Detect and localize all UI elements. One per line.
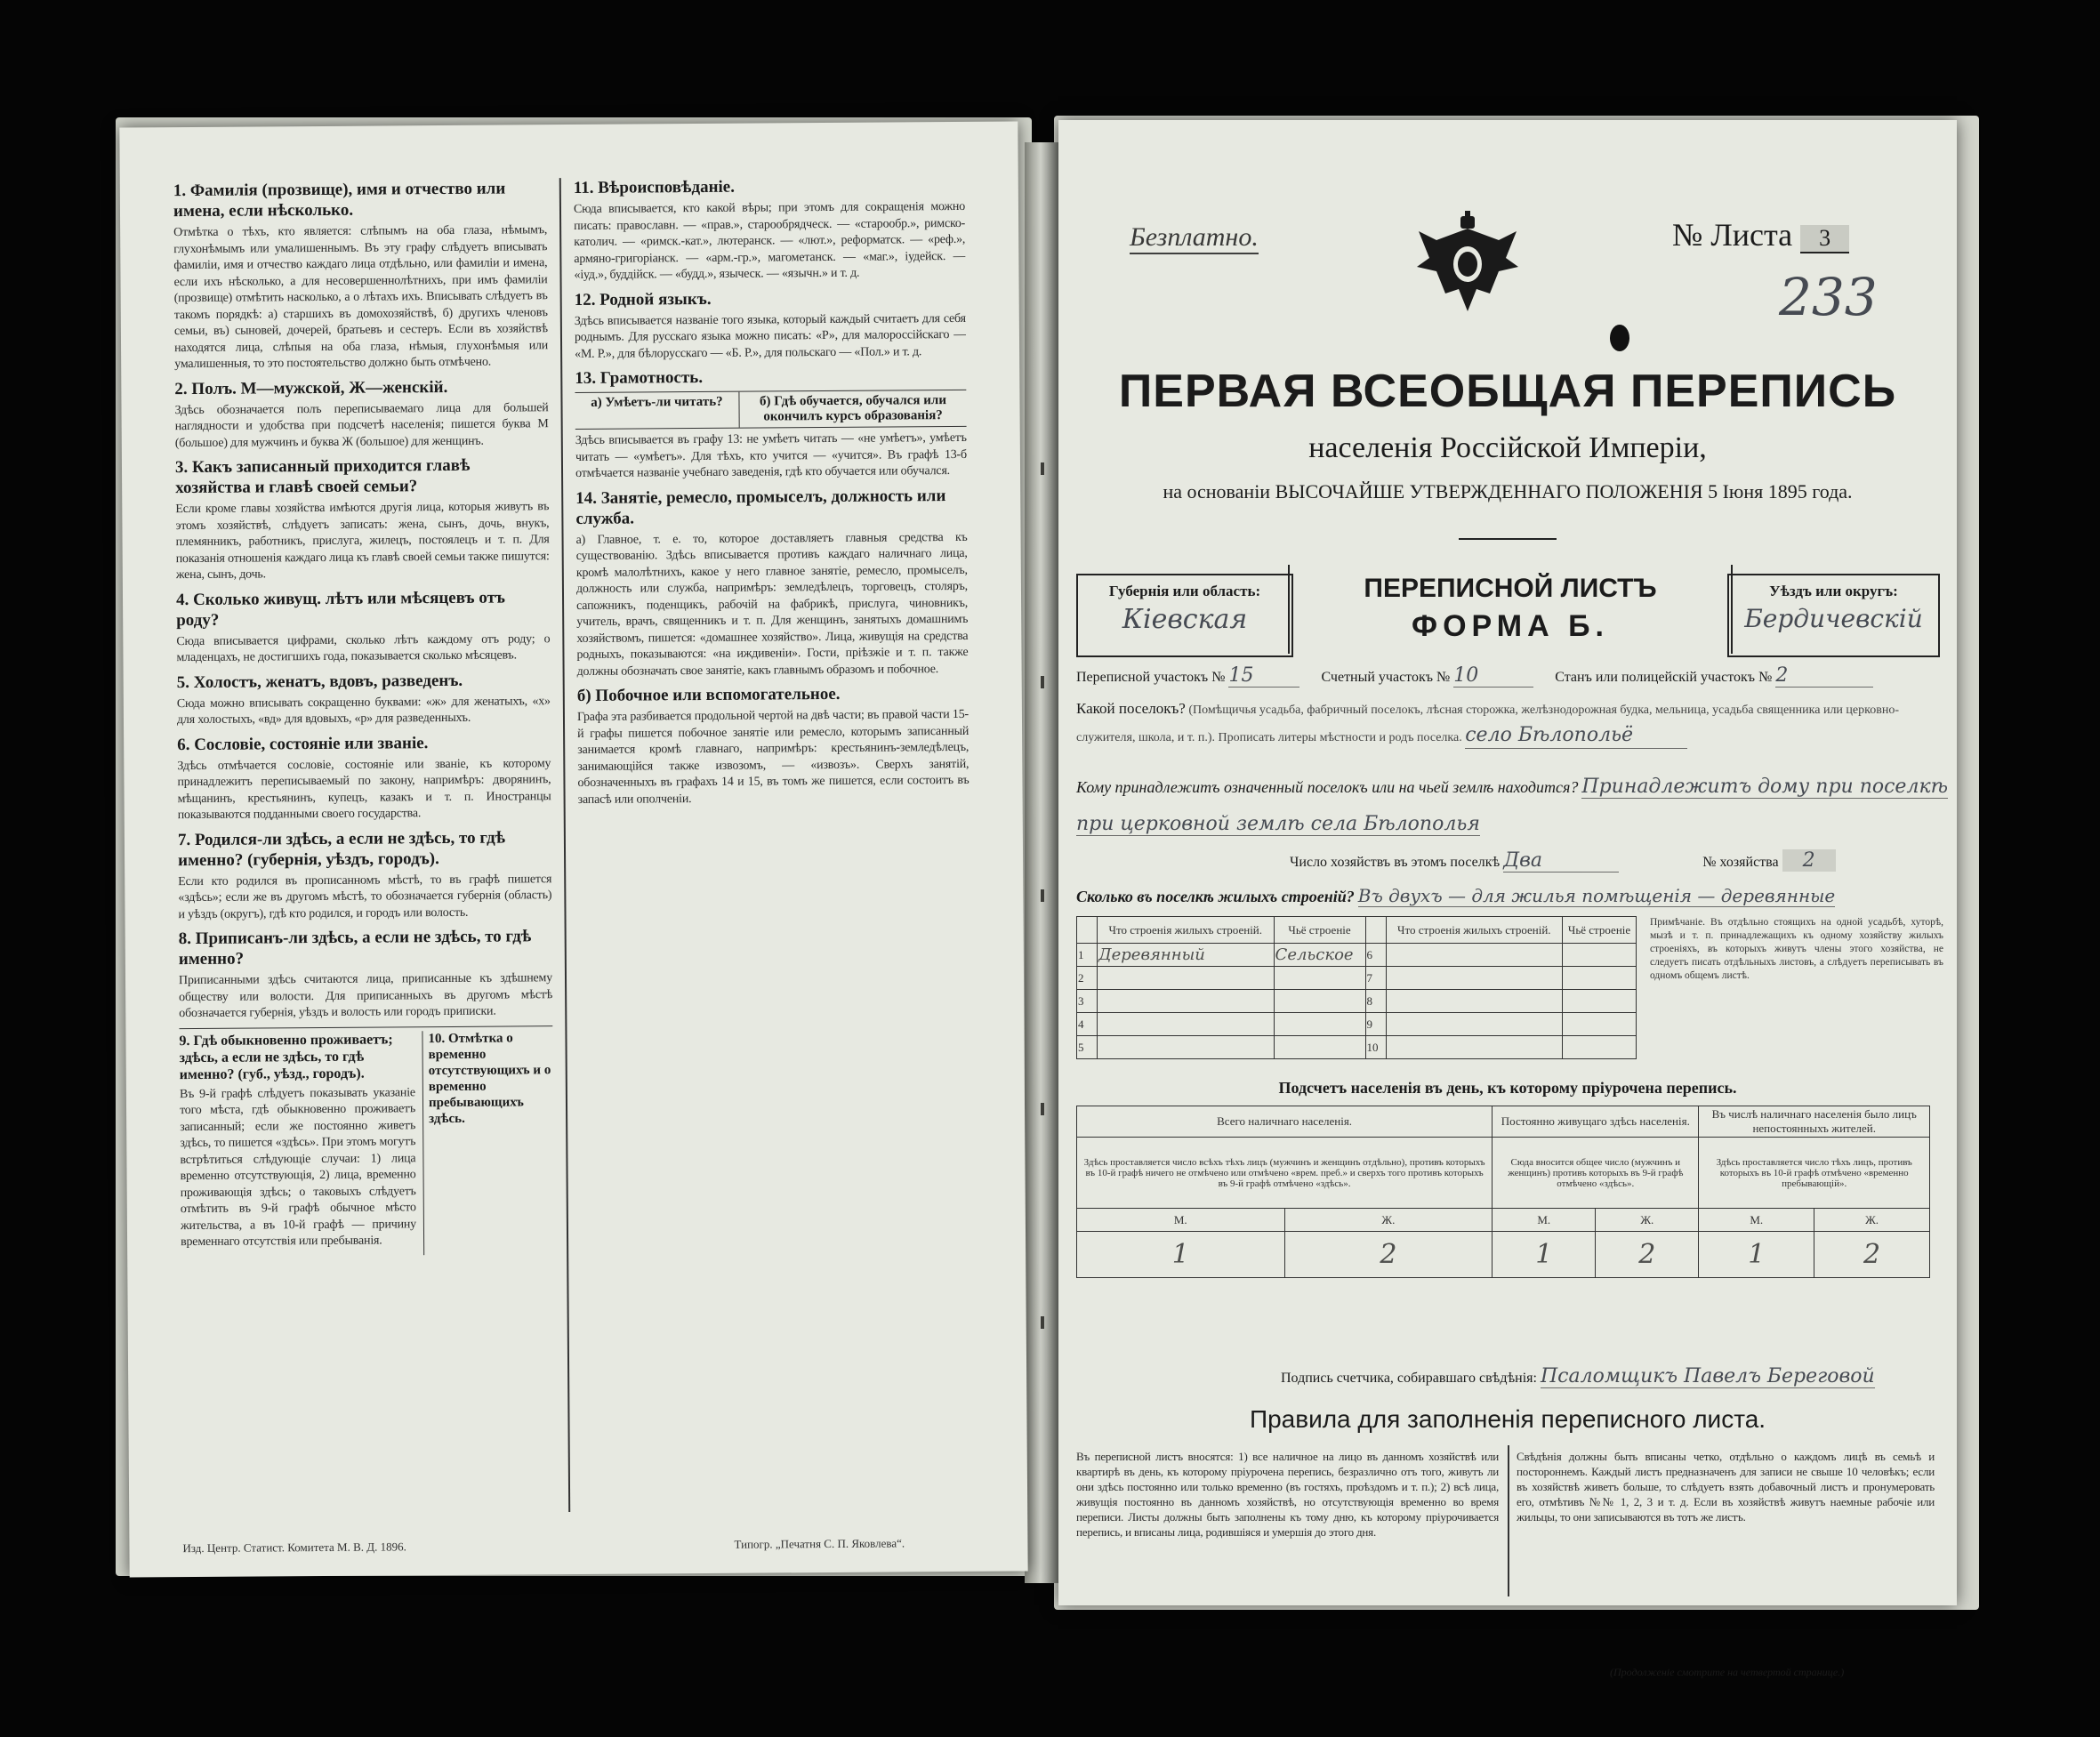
buildings-note: Примѣчаніе. Въ отдѣльно стоящихъ на одной усадьбѣ, хуторѣ, мызѣ и т. п. принадлежащихъ къ одному хозяйству жилыхъ строеніяхъ, въ которыхъ живутъ члены этого хозяйства, не следуетъ писать отдѣльныхъ листовъ, а слѣдуетъ переписывать въ одномъ общемъ листѣ. [1650, 917, 1943, 981]
count-desc-temporary: Здѣсь проставляется число тѣхъ лицъ, противъ которыхъ въ 10-й графѣ отмѣчено «временно пребывающій». [1699, 1138, 1930, 1209]
instruction-heading: 12. Родной языкъ. [574, 289, 712, 310]
left-column-2 [574, 175, 975, 1530]
census-subtitle: населенія Россійской Имперіи, [1308, 431, 1707, 464]
row1-whose: Сельское [1274, 944, 1365, 967]
count-header-total: Всего наличнаго населенія. [1077, 1106, 1493, 1138]
instruction-heading: 1. Фамилія (прозвище), имя и отчество или имена, если нѣсколько. [173, 179, 506, 221]
row-num: 3 [1077, 990, 1098, 1013]
instruction-text: Сюда вписывается цифрами, сколько лѣтъ каждому отъ роду; о младенцахъ, не достигшихъ года, показывается сколько мѣсяцевъ. [176, 631, 551, 665]
instruction-list-2 [574, 175, 970, 808]
row-num: 10 [1365, 1036, 1386, 1059]
row-num: 7 [1365, 967, 1386, 990]
count-value: 2 [1596, 1232, 1699, 1278]
sheet-number-handwritten: 233 [1779, 267, 1878, 327]
rules-footer: (Продолженіе смотрите на четвертой странице.) [1610, 1666, 1845, 1678]
sex-label: Ж. [1814, 1209, 1930, 1232]
left-column-divider [559, 178, 570, 1512]
sex-label: Ж. [1596, 1209, 1699, 1232]
row-num: 4 [1077, 1013, 1098, 1036]
buildings-label: Сколько въ поселкѣ жилыхъ строеній? [1076, 888, 1355, 905]
imperial-eagle-emblem [1410, 209, 1525, 325]
form-title-box [1288, 565, 1733, 654]
row-num: 2 [1077, 967, 1098, 990]
binding-stitch [1041, 1316, 1044, 1329]
row-num: 6 [1365, 944, 1386, 967]
instruction-section [575, 366, 967, 483]
settlement-label: Какой поселокъ? [1076, 700, 1186, 717]
col-whose-1: Чьё строеніе [1274, 917, 1365, 944]
right-page [1058, 120, 1957, 1678]
counter-line [1281, 1365, 1957, 1387]
instruction-section [575, 286, 967, 363]
binding-stitch [1041, 676, 1044, 688]
instruction-text: Графа эта разбивается продольной чертой на двѣ части; въ правой части 15-й графы пишется побочное занятіе или ремесло, которымъ записанный занимается кромѣ главнаго, напримѣръ: крестьянинъ-земледѣлецъ, занимающійся также извозомъ, — «извозъ». Сверхъ занятій, обозначенныхъ въ графахъ 14 и 15, въ томъ же пишется, если состоитъ въ запасѣ или ополченіи. [576, 707, 970, 807]
count-header-temporary: Въ числѣ наличнаго населенія было лицъ непостоянныхъ жителей. [1699, 1106, 1930, 1138]
row-num: 8 [1365, 990, 1386, 1013]
gubernia-value: Кіевская [1122, 604, 1248, 635]
left-footer-2: Типогр. „Печатня С. П. Яковлева“. [734, 1536, 905, 1551]
household-number-label: № хозяйства [1702, 855, 1779, 870]
q9-heading: 9. Гдѣ обыкновенно проживаетъ; здѣсь, а если не здѣсь, то гдѣ именно? (губ., уѣзд., городъ). [179, 1031, 393, 1082]
instruction-list [173, 178, 553, 1022]
census-basis: на основаніи ВЫСОЧАЙШЕ УТВЕРЖДЕННАГО ПОЛОЖЕНІЯ 5 Іюня 1895 года. [1163, 480, 1853, 503]
instruction-heading: 11. Вѣроисповѣданіе. [573, 177, 736, 197]
book-gutter [1025, 142, 1060, 1583]
q9-q10-block [179, 1025, 554, 1257]
instruction-heading: 5. Холостъ, женатъ, вдовъ, разведенъ. [176, 671, 463, 692]
q10-block [422, 1030, 554, 1255]
instruction-heading: 13. Грамотность. [575, 367, 704, 388]
settlement-block [1076, 696, 1948, 751]
sheet-number-block [1672, 216, 1849, 253]
count-value: 2 [1284, 1232, 1493, 1278]
count-district-value: 10 [1453, 664, 1533, 688]
literacy-read-heading: а) Умѣетъ-ли читать? [575, 392, 739, 429]
q10-heading: 10. Отмѣтка о временно отсутствующихъ и о временно пребывающихъ здѣсь. [428, 1030, 551, 1126]
owner-value: Принадлежитъ дому при поселкѣ при церковной землѣ села Бѣлополья [1076, 776, 1949, 835]
owner-label: Кому принадлежитъ означенный поселокъ или на чьей землѣ находится? [1076, 778, 1579, 796]
instruction-section [179, 926, 553, 1022]
instruction-text: Если кроме главы хозяйства имѣются другія лица, которыя живутъ въ этомъ хозяйствѣ, слѣдуетъ записать: жена, сынъ, дочь, внукъ, племянникъ, работникъ, прислуга, жилецъ, постоялецъ и т. п. Для показанія отношенія каждаго лица къ главѣ своей семьи также пишутся: жена, сынъ, дочь. [175, 500, 550, 583]
instruction-heading: 3. Какъ записанный приходится главѣ хозяйства и главѣ своей семьи? [174, 455, 471, 498]
rules-right-text: Свѣдѣнія должны быть вписаны четко, отдѣльно о каждомъ лицѣ въ семьѣ и постороннемъ. Каждый листъ предназначенъ для записи не свыше 10 человѣкъ; если въ хозяйствѣ живетъ больше, то слѣдуетъ взять добавочный листъ и пронумеровать его, отмѣтивъ №№ 1, 2, 3 и т. д. Если въ хозяйствѣ живутъ наемные рабочіе или жильцы, то они записываются въ тотъ же листъ. [1517, 1450, 1935, 1524]
buildings-table [1076, 916, 1637, 1059]
left-column-1 [173, 178, 557, 1532]
sex-label: Ж. [1284, 1209, 1493, 1232]
instruction-text: Приписанными здѣсь считаются лица, приписанные къ здѣшнему обществу или волости. Для приписанныхъ въ другомъ мѣстѣ обозначается губернія, уѣздъ и волость или городъ приписки. [178, 971, 553, 1021]
instruction-heading: 4. Сколько живущ. лѣтъ или мѣсяцевъ отъ роду? [175, 588, 506, 630]
rules-divider [1508, 1445, 1509, 1596]
count-district-label: Счетный участокъ № [1321, 670, 1451, 685]
instruction-section [177, 732, 551, 824]
instruction-heading: 14. Занятіе, ремесло, промыселъ, должность или служба. [575, 486, 946, 528]
police-district-value: 2 [1775, 664, 1873, 688]
row-num: 1 [1077, 944, 1098, 967]
literacy-text: Здѣсь вписывается въ графу 13: не умѣетъ читать — «не умѣетъ», умѣетъ читать — «умѣетъ». Для тѣхъ, кто учится — «учится». Въ графѣ 13-б отмѣчается названіе учебнаго заведенія, гдѣ кто обучается или обучался. [575, 430, 967, 480]
population-count-table [1076, 1106, 1930, 1278]
sex-label: М. [1077, 1209, 1285, 1232]
left-footer-1: Изд. Центр. Статист. Комитета М. В. Д. 1896. [182, 1540, 406, 1556]
row1-what: Деревянный [1098, 944, 1275, 967]
q9-text: Въ 9-й графѣ слѣдуетъ показывать указаніе того мѣста, гдѣ обыкновенно проживаетъ записанный; если же постоянно живетъ здѣсь, то пишется «здѣсь». При этомъ могутъ встрѣтиться слѣдующіе случаи: 1) лица временно отсутствующія, 2) лица, временно проживающія здѣсь; о таковыхъ слѣдуетъ отмѣтить въ 9-й графѣ обычное мѣсто жительства, а въ 10-й графѣ — причину временнаго отсутствія или пребыванія. [179, 1085, 416, 1250]
binding-stitch [1041, 889, 1044, 902]
count-value: 1 [1077, 1232, 1285, 1278]
instruction-section [173, 178, 549, 373]
gubernia-box [1076, 574, 1293, 657]
instruction-section [178, 827, 552, 923]
count-desc-permanent: Сюда вносится общее число (мужчинъ и женщинъ) противъ которыхъ въ 9-й графѣ отмѣчено «здѣсь». [1493, 1138, 1699, 1209]
census-title: ПЕРВАЯ ВСЕОБЩАЯ ПЕРЕПИСЬ [1118, 366, 1897, 417]
rules-title: Правила для заполненія переписного листа. [1249, 1405, 1766, 1433]
instruction-heading: 8. Приписанъ-ли здѣсь, а если не здѣсь, то гдѣ именно? [178, 927, 532, 969]
count-title: Подсчетъ населенія въ день, къ которому пріурочена перепись. [1278, 1079, 1737, 1097]
counter-signature: Псаломщикъ Павелъ Береговой [1540, 1365, 1875, 1387]
instruction-section [175, 454, 550, 583]
instruction-section [174, 376, 549, 452]
household-count-value: Два [1503, 849, 1619, 873]
instruction-section [177, 670, 551, 729]
instruction-text: а) Главное, т. е. то, которое доставляетъ главныя средства къ существованію. Здѣсь вписывается противъ каждаго наличнаго лица, кромѣ малолѣтнихъ, какое у него главное занятіе, ремесло, промыселъ, должность или служба, напримѣръ: земледѣлецъ, торговецъ, столяръ, сапожникъ, поденщикъ, рабочій на фабрикѣ, прислуга, чиновникъ, учитель, врачъ, священникъ и т. п. Для женщинъ, занятыхъ домашнимъ хозяйствомъ, пишется: «домашнее хозяйство». Лица, живущія на средства родныхъ, показываются: «на иждивеніи». Гости, пріѣзжіе и т. п. также должны обозначать свое занятіе, какъ главнымъ образомъ и побочное. [575, 530, 969, 679]
col-whose-2: Чьё строеніе [1563, 917, 1637, 944]
police-district-label: Станъ или полицейскій участокъ № [1555, 670, 1773, 685]
q9-block [179, 1031, 416, 1257]
binding-stitch [1041, 462, 1044, 475]
instruction-text: Сюда можно вписывать сокращенно буквами: «ж» для женатыхъ, «х» для холостыхъ, «вд» для вдовыхъ, «р» для разведенныхъ. [176, 694, 551, 728]
instruction-heading: 6. Сословіе, состояніе или званіе. [177, 733, 429, 754]
gubernia-label: Губернія или область: [1108, 583, 1261, 599]
form-title: ФОРМА Б. [1412, 609, 1609, 643]
sex-label: М. [1699, 1209, 1814, 1232]
binding-stitch [1041, 1103, 1044, 1115]
count-value: 1 [1699, 1232, 1814, 1278]
instruction-text: Сюда вписывается, кто какой вѣры; при этомъ для сокращенія можно писать: православн. — «прав.», старообрядческ. — «старообр.», римско-католич. — «римск.-кат.», лютеранск. — «лют.», реформатск. — «реф.», армяно-григоріанск. — «арм.-гр.», магометанск. — «маг.», іудейск. — «іуд.», буддійск. — «будд.», языческ. — «язычн.» и т. д. [573, 199, 966, 282]
row-num: 9 [1365, 1013, 1386, 1036]
district-value: 15 [1228, 664, 1299, 688]
uezd-box [1727, 574, 1940, 657]
instruction-section [176, 587, 551, 667]
instruction-section [575, 485, 969, 680]
literacy-school-heading: б) Гдѣ обучается, обучался или окончилъ курсъ образованія? [759, 393, 947, 424]
sheet-number: 3 [1800, 225, 1849, 253]
sex-label: М. [1493, 1209, 1596, 1232]
counter-label: Подпись счетчика, собиравшаго свѣдѣнія: [1281, 1371, 1537, 1386]
buildings-value: Въ двухъ — для жилья помѣщенія — деревянные [1357, 885, 1836, 906]
title-divider [1459, 538, 1557, 540]
literacy-subheads [575, 390, 966, 430]
instruction-text: Здѣсь вписывается названіе того языка, который каждый считаетъ для себя роднымъ. Для русскаго языка можно писать: «Р», для малороссійскаго — «М. Р.», для бѣлорусскаго — «Б. Р.», для польскаго — «Пол.» и т. д. [574, 311, 967, 361]
sheet-label: № Листа [1672, 217, 1793, 253]
sheet-title: ПЕРЕПИСНОЙ ЛИСТЪ [1364, 574, 1657, 603]
instruction-section [574, 175, 966, 285]
col-what-2: Что строенія жилыхъ строеній. [1386, 917, 1563, 944]
count-header-permanent: Постоянно живущаго здѣсь населенія. [1493, 1106, 1699, 1138]
district-line [1076, 664, 1948, 688]
hole-punch [1610, 325, 1629, 351]
settlement-value: село Бѣлопольё [1465, 723, 1687, 749]
instruction-heading: б) Побочное или вспомогательное. [576, 684, 841, 705]
owner-block [1076, 769, 1948, 844]
instruction-heading: 2. Полъ. М—мужской, Ж—женскій. [174, 377, 448, 398]
count-value: 2 [1814, 1232, 1930, 1278]
free-label: Безплатно. [1130, 222, 1259, 254]
buildings-line [1076, 885, 1948, 906]
instruction-section [577, 683, 970, 808]
count-value: 1 [1493, 1232, 1596, 1278]
uezd-value: Бердичевскій [1744, 604, 1923, 633]
rules-left-text: Въ переписной листъ вносятся: 1) все наличное на лицо въ данномъ хозяйствѣ или квартирѣ въ день, къ которому пріурочена перепись, безразлично отъ того, живутъ ли они здѣсь постоянно или только временно (въ гостяхъ, проѣздомъ и т. п.); 2) всѣ лица, живущія постоянно въ данномъ хозяйствѣ, но отсутствующія временно во время переписи. Листы должны быть заполнены къ тому дню, къ которому пріурочивается перепись, и вписаны лица, родившіяся и умершія до этого дня. [1076, 1450, 1499, 1539]
household-count-label: Число хозяйствъ въ этомъ поселкѣ [1290, 855, 1501, 870]
instruction-text: Здѣсь обозначается полъ переписываемаго лица для большей наглядности и удобства при подсчетѣ населенія; пишется буква М (большое) для мужчинъ и буква Ж (большое) для женщинъ. [174, 400, 549, 450]
district-label: Переписной участокъ № [1076, 670, 1226, 685]
household-line [1290, 849, 1948, 873]
left-page [119, 121, 1027, 1577]
household-number-value: 2 [1782, 849, 1836, 872]
instruction-text: Если кто родился въ прописанномъ мѣстѣ, то въ графѣ пишется «здѣсь»; если же въ другомъ мѣстѣ, то обозначается губернія (область) и уѣздъ (округъ), гдѣ кто родился, и городъ или волость. [178, 872, 552, 921]
count-desc-total: Здѣсь проставляется число всѣхъ тѣхъ лицъ (мужчинъ и женщинъ отдѣльно), противъ которыхъ въ 10-й графѣ ничего не отмѣчено или отмѣчено «врем. преб.» и сверхъ того противъ которыхъ въ 9-й графѣ отмѣчено «здѣсь». [1077, 1138, 1493, 1209]
row-num: 5 [1077, 1036, 1098, 1059]
uezd-label: Уѣздъ или округъ: [1769, 583, 1898, 599]
instruction-text: Здѣсь отмѣчается сословіе, состояніе или званіе, къ которому принадлежитъ переписываемый по закону, напримѣръ: дворянинъ, мѣщанинъ, крестьянинъ, купецъ, казакъ и т. п. Иностранцы показываются подданными своего государства. [177, 756, 551, 823]
settlement-hint: (Помѣщичья усадьба, фабричный поселокъ, лѣсная сторожка, желѣзнодорожная будка, мельница, усадьба священника или церковно-служителя, школа, и т. п.). Прописать литеры мѣстности и родъ поселка. [1076, 704, 1899, 744]
instruction-text: Отмѣтка о тѣхъ, кто является: слѣпымъ на оба глаза, нѣмымъ, глухонѣмымъ или умалишеннымъ. Въ эту графу слѣдуетъ вписывать фамиліи, имя и отчество каждаго лица отдѣльно, или фамиліи и имена, если ихъ нѣсколько, а для несовершеннолѣтнихъ, при имъ фамиліи (прозвище) отмѣтить насколько, а о лѣтахъ ихъ. Вписывать слѣдуетъ въ такомъ порядкѣ: а) старшихъ въ домохозяйствѣ, б) другихъ членовъ семьи, въ) сыновей, дочерей, братьевъ и сестеръ. Если въ хозяйствѣ находятся лица, слѣпыя на оба глаза, нѣмыя, глухонѣмыя или умалишенныя, то это постоятельство должно быть отмѣчено. [173, 223, 549, 372]
instruction-heading: 7. Родился-ли здѣсь, а если не здѣсь, то гдѣ именно? (губернія, уѣздъ, городъ). [177, 828, 506, 870]
col-what-1: Что строенія жилыхъ строеній. [1098, 917, 1275, 944]
